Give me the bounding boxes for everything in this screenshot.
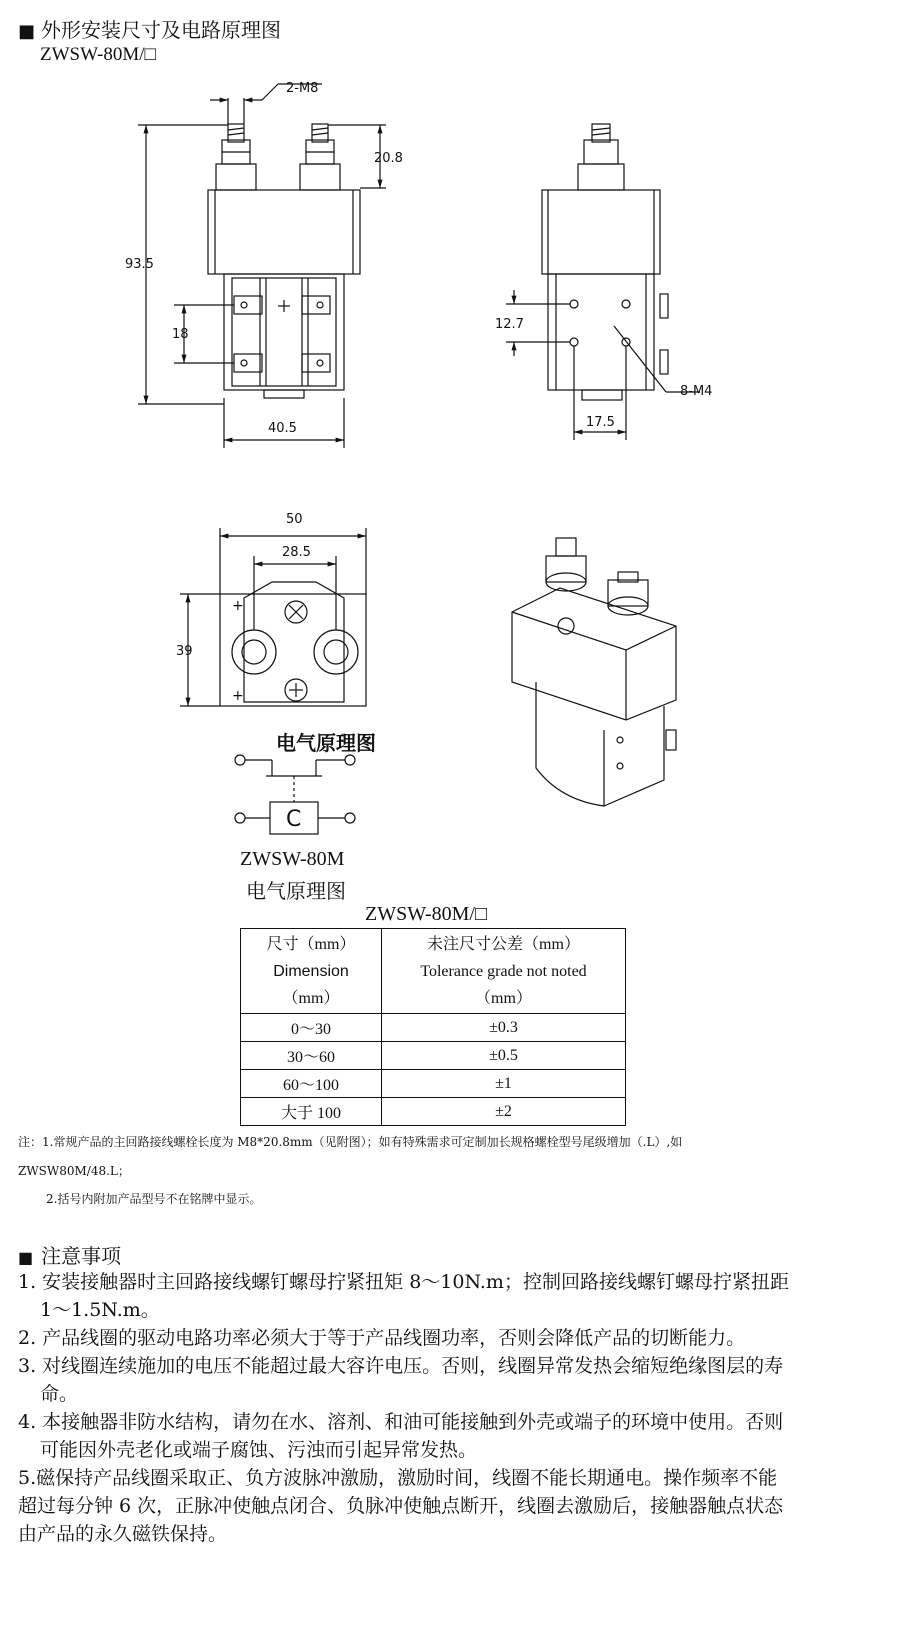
header-dimension: 尺寸（mm） Dimension （mm） (241, 929, 382, 1014)
notes-heading (18, 1240, 121, 1269)
table-title: ZWSW-80M/□ (365, 903, 488, 925)
notes-list (18, 1268, 858, 1548)
dim-label-depth: 39 (176, 644, 193, 659)
list-item: 2. 产品线圈的驱动电路功率必须大于等于产品线圈功率，否则会降低产品的切断能力。 (18, 1327, 746, 1349)
footnote-line: 2.括号内附加产品型号不在铭牌中显示。 (46, 1192, 262, 1206)
dim-label-side-width: 17.5 (586, 415, 615, 430)
schematic-caption-text: 电气原理图 (246, 879, 346, 903)
notes-heading-text: 注意事项 (41, 1244, 122, 1268)
list-item: 3. 对线圈连续施加的电压不能超过最大容许电压。否则，线圈异常发热会缩短绝缘图层的寿 命。 (18, 1355, 784, 1405)
plus-mark: + (232, 598, 244, 614)
list-item: 1. 安装接触器时主回路接线螺钉螺母拧紧扭矩 8～10N.m；控制回路接线螺钉螺母拧紧扭距 1～1.5N.m。 (18, 1271, 789, 1321)
dim-label-hole-pitch: 12.7 (495, 317, 524, 332)
table-row: 0～30 ±0.3 (241, 1014, 626, 1042)
list-item: 5.磁保持产品线圈采取正、负方波脉冲激励，激励时间，线圈不能长期通电。操作频率不能 超过每分钟 6 次，正脉冲使触点闭合、负脉冲使触点断开，线圈去激励后，接触器触点状态 由产品的永久磁铁保持。 (18, 1467, 784, 1545)
dim-label-top-pitch: 28.5 (282, 545, 311, 560)
plus-mark: + (232, 688, 244, 704)
dim-label-top-width: 50 (286, 512, 303, 527)
heading-bullet: ■ (18, 21, 36, 42)
model-number: ZWSW-80M/□ (40, 44, 156, 65)
dim-label-height: 93.5 (125, 257, 154, 272)
footnote-line: ZWSW80M/48.L； (18, 1164, 130, 1178)
dim-label-front-width: 40.5 (268, 421, 297, 436)
perspective-view (512, 538, 676, 806)
table-row: 30～60 ±0.5 (241, 1042, 626, 1070)
table-header-row (241, 929, 626, 1014)
table-row: 大于 100 ±2 (241, 1098, 626, 1126)
front-view (138, 84, 386, 448)
dim-label-stud-height: 20.8 (374, 151, 403, 166)
footnote-line: 注：1.常规产品的主回路接线螺栓长度为 M8*20.8mm（见附图）；如有特殊需求可定制加长规格螺栓型号尾级增加（.L）,如 (18, 1135, 683, 1149)
list-item: 4. 本接触器非防水结构，请勿在水、溶剂、和油可能接触到外壳或端子的环境中使用。否则 可能因外壳老化或端子腐蚀、污浊而引起异常发热。 (18, 1411, 784, 1461)
dim-label-terminal-pitch: 18 (172, 327, 189, 342)
notes-bullet: ■ (18, 1248, 34, 1267)
heading-text: 外形安装尺寸及电路原理图 (41, 18, 282, 42)
schematic-caption-model: ZWSW-80M (240, 848, 345, 870)
tolerance-table (240, 928, 626, 1126)
dim-label-holes: 8-M4 (680, 384, 713, 399)
dim-label-thread: 2-M8 (286, 81, 319, 96)
side-view (506, 124, 700, 440)
schematic-title: 电气原理图 (276, 731, 376, 755)
coil-label: C (286, 807, 302, 832)
header-tolerance: 未注尺寸公差（mm） Tolerance grade not noted （mm） (382, 929, 626, 1014)
table-row: 60～100 ±1 (241, 1070, 626, 1098)
top-view (180, 528, 366, 706)
